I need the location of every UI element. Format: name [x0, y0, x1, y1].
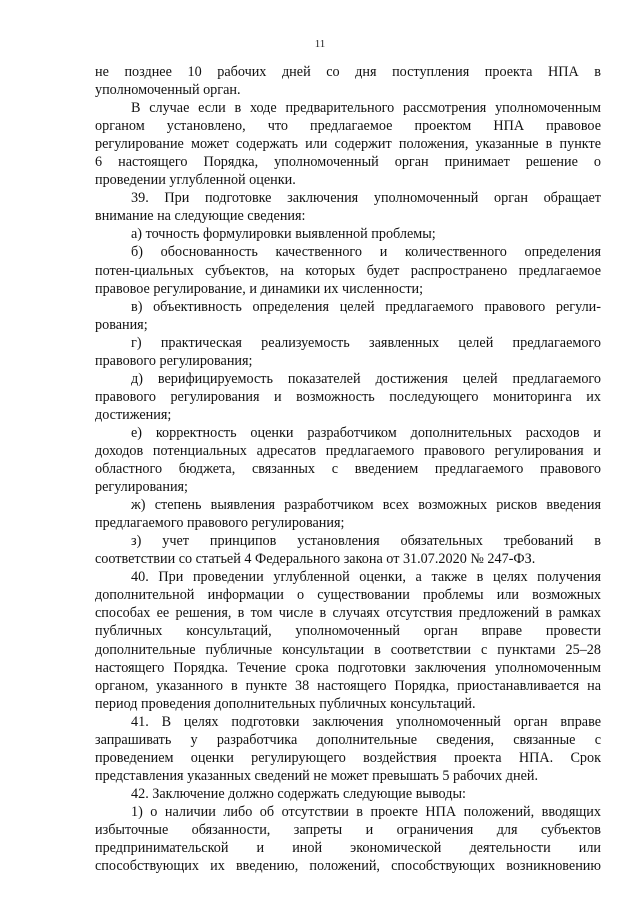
text-line: дополнительные публичные консультации в соответствии с пунктами 25–28 [95, 641, 601, 658]
text-line: правового регулирования и возможность последующего мониторинга их [95, 388, 601, 405]
text-line: способствующих их введению, положений, способствующих возникновению [95, 858, 601, 875]
text-line: ж) степень выявления разработчиком всех возможных рисков введения [131, 497, 601, 514]
text-line: дополнительной информации о существовании проблемы или возможных [95, 587, 601, 604]
text-line: способах ее решения, в том числе в случаях отсутствия предложений в рамках [95, 605, 601, 622]
text-line: рования; [95, 316, 148, 333]
text-line: регулирования; [95, 479, 189, 496]
text-line: в) объективность определения целей предлагаемого правового регули- [131, 298, 601, 315]
text-line: предпринимательской и иной экономической деятельности или [95, 840, 601, 857]
text-line: достижения; [95, 406, 172, 423]
text-line: правовое регулирование, и динамики их численности; [95, 280, 424, 297]
text-line: з) учет принципов установления обязательных требований в [131, 533, 601, 550]
text-line: б) обоснованность качественного и количественного определения [131, 244, 601, 261]
text-line: представления указанных сведений не может превышать 5 рабочих дней. [95, 767, 539, 784]
text-line: органом установлено, что предлагаемое проектом НПА правовое [95, 118, 601, 135]
text-line: избыточные обязанности, запреты и ограничения для субъектов [95, 821, 601, 838]
page-number: 11 [314, 38, 326, 50]
text-line: областного бюджета, связанных с введением предлагаемого правового [95, 461, 601, 478]
text-line: публичных консультаций, уполномоченный орган вправе провести [95, 623, 601, 640]
text-line: правового регулирования; [95, 352, 253, 369]
text-line: г) практическая реализуемость заявленных целей предлагаемого [131, 334, 601, 351]
text-line: 1) о наличии либо об отсутствии в проекте НПА положений, вводящих [131, 803, 601, 820]
text-line: 42. Заключение должно содержать следующие выводы: [131, 785, 466, 802]
text-line: соответствии со статьей 4 Федерального закона от 31.07.2020 № 247-ФЗ. [95, 551, 536, 568]
text-line: потен-циальных субъектов, на которых будет распространено предлагаемое [95, 262, 601, 279]
text-line: не позднее 10 рабочих дней со дня поступления проекта НПА в [95, 64, 601, 80]
text-line: д) верифицируемость показателей достижения целей предлагаемого [131, 370, 601, 387]
text-line: 39. При подготовке заключения уполномоченный орган обращает [131, 190, 601, 207]
text-line: 6 настоящего Порядка, уполномоченный орган принимает решение о [95, 154, 601, 171]
text-line: запрашивать у разработчика дополнительные сведения, связанные с [95, 731, 601, 748]
text-line: а) точность формулировки выявленной проблемы; [131, 226, 436, 243]
text-line: В случае если в ходе предварительного рассмотрения уполномоченным [131, 100, 601, 117]
text-line: доходов потенциальных адресатов предлагаемого правового регулирования и [95, 442, 601, 459]
text-line: уполномоченный орган. [95, 82, 241, 99]
text-line: 40. При проведении углубленной оценки, а также в целях получения [131, 569, 601, 586]
text-line: 41. В целях подготовки заключения уполномоченный орган вправе [131, 713, 601, 730]
text-line: настоящего Порядка. Течение срока подготовки заключения уполномоченным [95, 659, 601, 676]
text-line: органом, указанного в пункте 38 настоящего Порядка, приостанавливается на [95, 677, 601, 694]
text-line: предлагаемого правового регулирования; [95, 515, 345, 532]
text-line: внимание на следующие сведения: [95, 208, 306, 225]
text-line: период проведения дополнительных публичных консультаций. [95, 695, 476, 712]
text-line: проведении углубленной оценки. [95, 172, 296, 189]
document-text [95, 63, 601, 875]
text-line: регулирование может содержать или содержит положения, указанные в пункте [95, 136, 601, 153]
text-line: проведением оценки регулирующего воздействия проекта НПА. Срок [95, 749, 601, 766]
text-line: е) корректность оценки разработчиком дополнительных расходов и [131, 424, 601, 441]
